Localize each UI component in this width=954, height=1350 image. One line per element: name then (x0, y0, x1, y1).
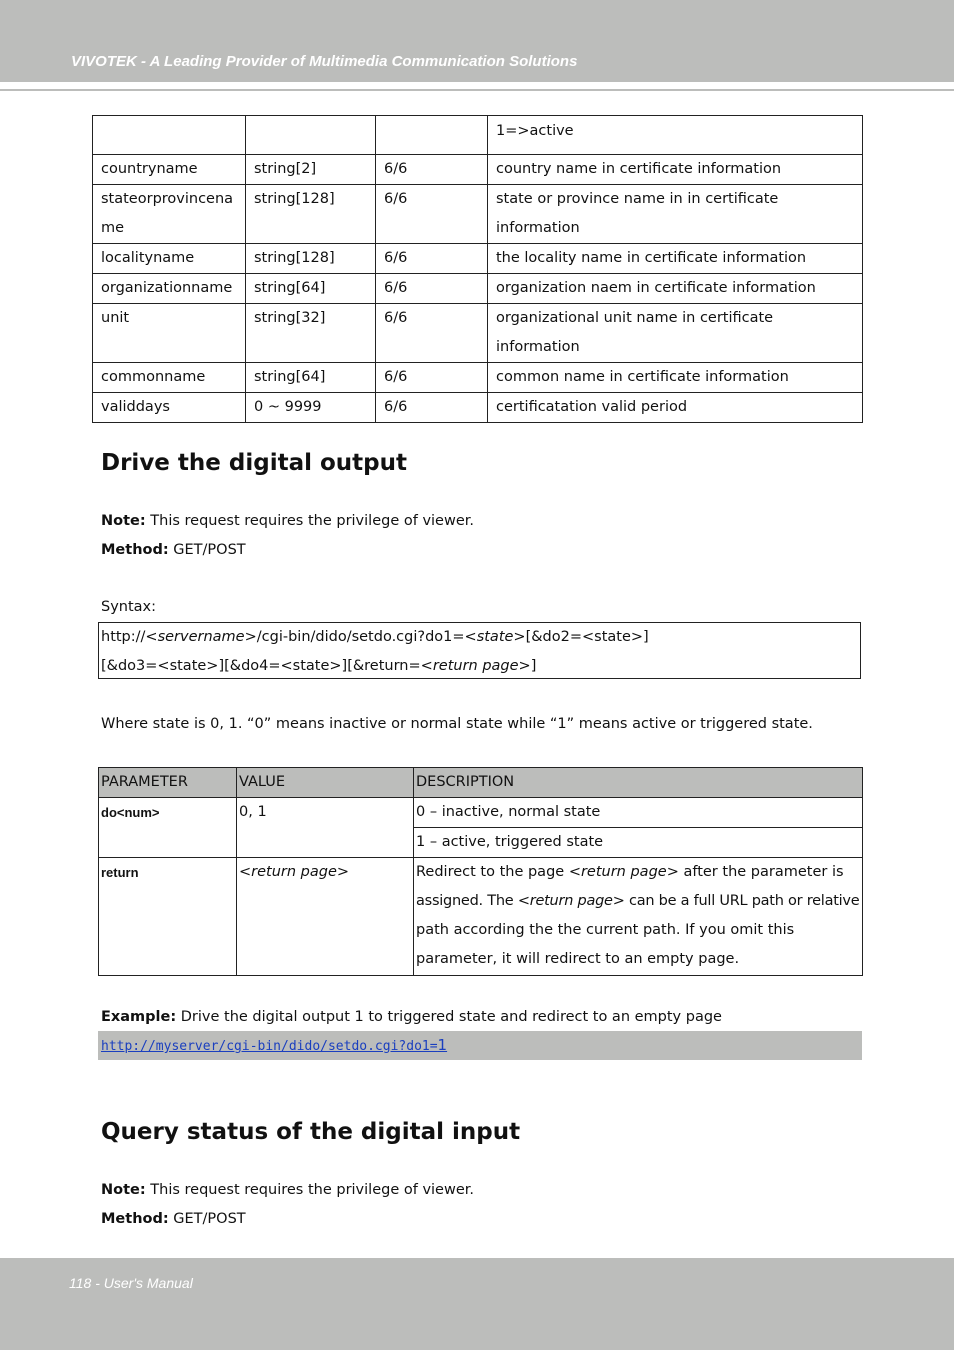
param-description: certificatation valid period (488, 393, 863, 423)
example-url-text[interactable]: http://myserver/cgi-bin/dido/setdo.cgi?do1= (101, 1039, 438, 1054)
example-line (101, 1007, 722, 1027)
param-description: 1 – active, triggered state (414, 828, 863, 858)
param-description (414, 858, 863, 976)
syntax-placeholder: return page (432, 658, 519, 674)
header-divider (0, 89, 954, 91)
table-cell: 1=>active (488, 116, 863, 155)
syntax-text: >] (518, 658, 537, 674)
param-name: commonname (93, 363, 246, 393)
syntax-box (98, 622, 861, 679)
page-footer (0, 1258, 954, 1350)
param-type: string[2] (246, 155, 376, 185)
param-description: common name in certificate information (488, 363, 863, 393)
description-text: Redirect to the page (416, 864, 569, 880)
description-line: path according the the current path. If you omit this (416, 922, 795, 938)
note-label: Note: (101, 513, 146, 529)
method-label: Method: (101, 542, 169, 558)
digital-output-params-table (98, 767, 863, 976)
param-name: organizationname (93, 274, 246, 304)
param-value: 0, 1 (237, 798, 414, 858)
description-placeholder: <return page> (517, 893, 625, 909)
param-value-text: <return page> (239, 864, 350, 880)
note-line (101, 1180, 474, 1200)
param-permission: 6/6 (376, 185, 488, 244)
section-title-query-digital-input: Query status of the digital input (101, 1119, 521, 1145)
column-header: PARAMETER (99, 768, 237, 798)
example-text: Drive the digital output 1 to triggered state and redirect to an empty page (176, 1009, 722, 1025)
param-type: string[128] (246, 185, 376, 244)
note-text: This request requires the privilege of viewer. (145, 513, 474, 529)
param-description-line1: state or province name in in certificate (496, 191, 779, 207)
param-description: organizational unit name in certificate information (488, 304, 863, 363)
table-row (93, 116, 863, 155)
param-type: string[32] (246, 304, 376, 363)
syntax-text: http://< (101, 629, 158, 645)
description-line: parameter, it will redirect to an empty page. (416, 951, 740, 967)
example-url-box (98, 1031, 862, 1060)
example-label: Example: (101, 1009, 177, 1025)
description-text: after the parameter is (678, 864, 844, 880)
method-text: GET/POST (168, 542, 246, 558)
syntax-line-1 (101, 623, 860, 652)
table-row (93, 185, 863, 244)
column-header: VALUE (237, 768, 414, 798)
param-permission: 6/6 (376, 274, 488, 304)
table-cell (93, 116, 246, 155)
footer-page-label: 118 - User's Manual (69, 1275, 193, 1291)
table-row (93, 393, 863, 423)
param-name: return (99, 858, 237, 976)
method-line (101, 540, 246, 560)
table-row (93, 363, 863, 393)
param-description: organization naem in certificate information (488, 274, 863, 304)
param-name: do<num> (99, 798, 237, 858)
param-description (488, 185, 863, 244)
syntax-text: [&do3=<state>][&do4=<state>][&return=< (101, 658, 433, 674)
param-type: string[128] (246, 244, 376, 274)
description-placeholder: <return page> (568, 864, 679, 880)
description-line (416, 858, 860, 887)
table-row (93, 274, 863, 304)
description-line (416, 887, 860, 916)
param-type: string[64] (246, 274, 376, 304)
param-name-line2: me (101, 220, 125, 236)
example-url-value[interactable]: 1 (437, 1036, 448, 1054)
note-text: This request requires the privilege of viewer. (145, 1182, 474, 1198)
syntax-line-2 (101, 652, 860, 681)
header-title: VIVOTEK - A Leading Provider of Multimedia Communication Solutions (71, 53, 578, 70)
param-permission: 6/6 (376, 244, 488, 274)
param-description: country name in certificate information (488, 155, 863, 185)
param-value (237, 858, 414, 976)
param-name: validdays (93, 393, 246, 423)
method-label: Method: (101, 1211, 169, 1227)
state-explanation: Where state is 0, 1. “0” means inactive or normal state while “1” means active or triggered state. (101, 716, 813, 732)
param-name: localityname (93, 244, 246, 274)
param-permission: 6/6 (376, 363, 488, 393)
description-text: assigned. The (416, 893, 518, 909)
syntax-label: Syntax: (101, 599, 157, 615)
syntax-placeholder: servername (157, 629, 245, 645)
param-description: 0 – inactive, normal state (414, 798, 863, 828)
example-url-link[interactable] (101, 1036, 447, 1054)
table-row (99, 858, 863, 976)
syntax-text: >/cgi-bin/dido/setdo.cgi?do1=< (244, 629, 477, 645)
note-line (101, 511, 474, 531)
param-name: unit (93, 304, 246, 363)
syntax-text: >[&do2=<state>] (513, 629, 649, 645)
param-type: string[64] (246, 363, 376, 393)
param-permission: 6/6 (376, 155, 488, 185)
method-line (101, 1209, 246, 1229)
param-permission: 6/6 (376, 393, 488, 423)
description-text: can be a full URL path or relative (624, 893, 860, 909)
note-label: Note: (101, 1182, 146, 1198)
table-header-row (99, 768, 863, 798)
syntax-placeholder: state (476, 629, 514, 645)
table-cell (246, 116, 376, 155)
param-type: 0 ~ 9999 (246, 393, 376, 423)
method-text: GET/POST (168, 1211, 246, 1227)
certificate-params-table (92, 115, 863, 423)
table-row (93, 155, 863, 185)
param-description-line2: information (496, 220, 580, 236)
param-name-line1: stateorprovincena (101, 191, 234, 207)
column-header: DESCRIPTION (414, 768, 863, 798)
section-title-drive-digital-output: Drive the digital output (101, 450, 407, 476)
param-permission: 6/6 (376, 304, 488, 363)
table-row (99, 798, 863, 828)
param-name: countryname (93, 155, 246, 185)
param-description: the locality name in certificate information (488, 244, 863, 274)
table-row (93, 244, 863, 274)
page-header (0, 0, 954, 82)
table-row (93, 304, 863, 363)
table-cell (376, 116, 488, 155)
param-name (93, 185, 246, 244)
